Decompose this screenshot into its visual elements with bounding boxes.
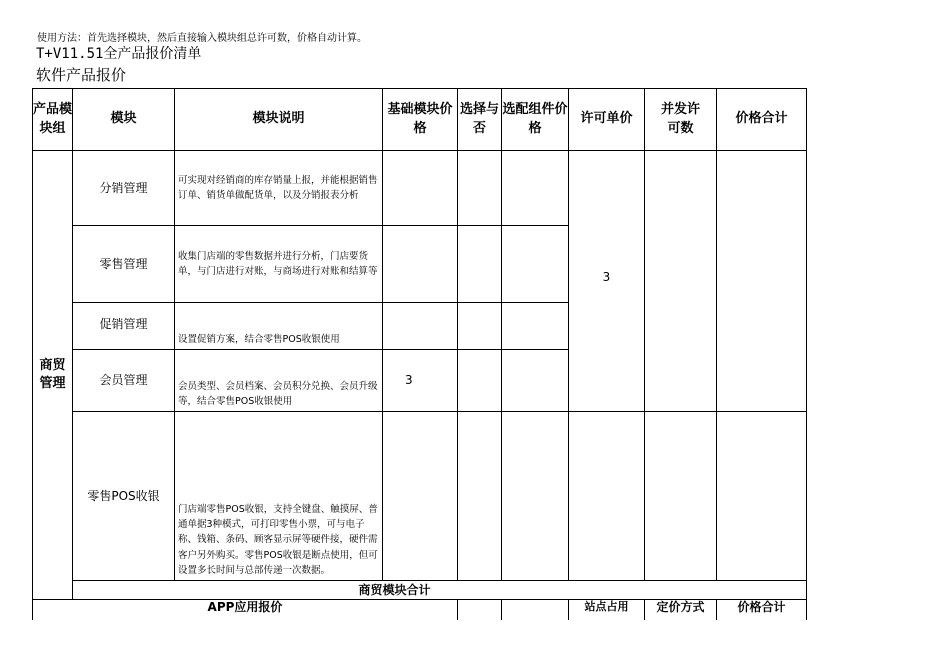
description-cell: 会员类型、会员档案、会员积分兑换、会员升级等，结合零售POS收银使用: [178, 380, 378, 407]
header-base-price: 基础模块价格: [387, 102, 453, 136]
module-cell: 会员管理: [99, 373, 148, 388]
description-cell: 收集门店端的零售数据并进行分析，门店要货单，与门店进行对账，与商场进行对账和结算等: [178, 250, 378, 277]
description-cell: 门店端零售POS收银，支持全键盘、触摸屏、普通单据3种模式，可打印零售小票，可与电子称、钱箱、条码、顾客显示屏等硬件接，硬件需客户另外购买。零售POS收银是断点使用，但可设置多长时间与总部传递一次数据。: [178, 504, 378, 576]
header-module: 模块: [110, 111, 137, 127]
section-title: 软件产品报价: [36, 66, 127, 84]
description-cell: 可实现对经销商的库存销量上报，并能根据销售订单、销货单做配货单，以及分销报表分析: [178, 174, 378, 201]
module-cell: 零售管理: [99, 256, 148, 271]
header-concurrent: 并发许可数: [660, 102, 700, 136]
header-option-price: 选配组件价格: [502, 102, 568, 136]
price-list-title: T+V11.51全产品报价清单: [36, 46, 202, 62]
header-unit-price: 许可单价: [580, 111, 633, 127]
header-description: 模块说明: [252, 111, 305, 127]
subtotal-label: 商贸模块合计: [358, 582, 431, 597]
header-select: 选择与否: [459, 102, 499, 136]
header-total: 价格合计: [735, 111, 788, 127]
site-usage-header: 站点占用: [584, 599, 629, 613]
app-total-header: 价格合计: [737, 599, 786, 614]
description-cell: 设置促销方案，结合零售POS收银使用: [178, 333, 340, 345]
usage-instruction: 使用方法：首先选择模块，然后直接输入模块组总许可数，价格自动计算。: [37, 33, 367, 44]
group-name-cell: 商贸管理: [39, 357, 66, 391]
unit-price-value[interactable]: 3: [602, 270, 611, 284]
header-group: 产品模块组: [33, 102, 73, 136]
module-cell: 分销管理: [99, 180, 148, 195]
pricing-method-header: 定价方式: [656, 599, 705, 614]
base-price-value[interactable]: 3: [405, 373, 413, 388]
app-section-label: APP应用报价: [207, 599, 283, 614]
module-cell: 促销管理: [99, 317, 148, 331]
module-cell: 零售POS收银: [87, 488, 160, 503]
